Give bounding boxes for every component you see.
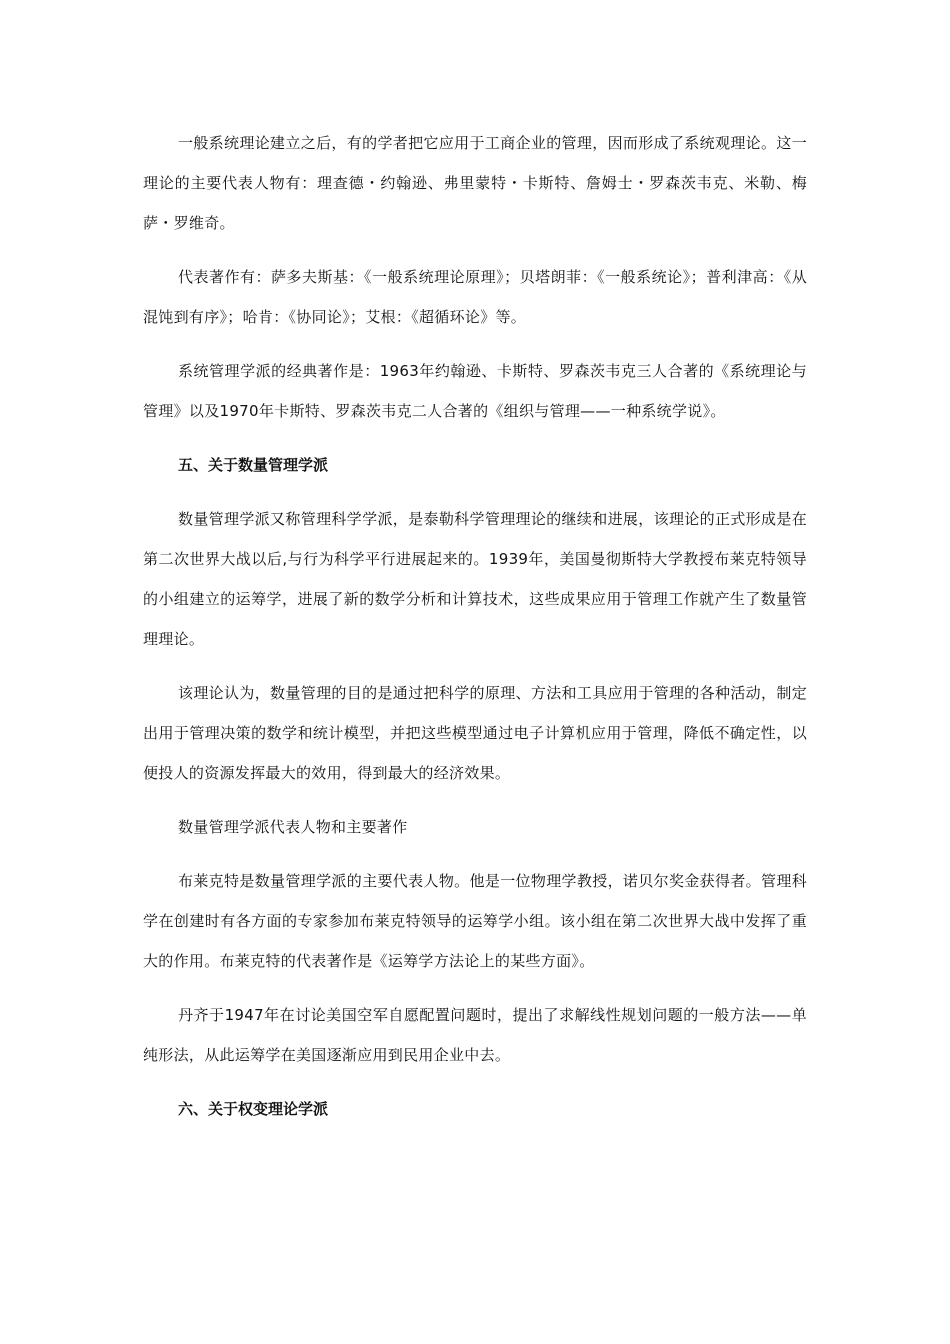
- paragraph-blackett: 布莱克特是数量管理学派的主要代表人物。他是一位物理学教授，诺贝尔奖金获得者。管理科学在创建时有各方面的专家参加布莱克特领导的运筹学小组。该小组在第二次世界大战中发挥了重大的作用。布莱克特的代表著作是《运筹学方法论上的某些方面》。: [143, 872, 807, 970]
- paragraph-systems-theory-origin: 一般系统理论建立之后，有的学者把它应用于工商企业的管理，因而形成了系统观理论。这一理论的主要代表人物有：理查德・约翰逊、弗里蒙特・卡斯特、詹姆士・罗森茨韦克、米勒、梅萨・罗维奇。: [143, 134, 807, 232]
- paragraph-dantzig: 丹齐于1947年在讨论美国空军自愿配置问题时，提出了求解线性规划问题的一般方法——单纯形法，从此运筹学在美国逐渐应用到民用企业中去。: [143, 1006, 807, 1064]
- paragraph-representatives-subheading: 数量管理学派代表人物和主要著作: [178, 818, 408, 836]
- section-heading-quantitative-school: 五、关于数量管理学派: [178, 456, 329, 474]
- document-body: [143, 123, 807, 1129]
- paragraph-quantitative-school-intro: 数量管理学派又称管理科学学派，是泰勒科学管理理论的继续和进展，该理论的正式形成是在第二次世界大战以后,与行为科学平行进展起来的。1939年，美国曼彻斯特大学教授布莱克特领导的小组建立的运筹学，进展了新的数学分析和计算技术，这些成果应用于管理工作就产生了数量管理理论。: [143, 510, 807, 648]
- paragraph-quantitative-school-purpose: 该理论认为，数量管理的目的是通过把科学的原理、方法和工具应用于管理的各种活动，制定出用于管理决策的数学和统计模型，并把这些模型通过电子计算机应用于管理，降低不确定性，以便投人的资源发挥最大的效用，得到最大的经济效果。: [143, 684, 807, 782]
- paragraph-classic-works: 系统管理学派的经典著作是：1963年约翰逊、卡斯特、罗森茨韦克三人合著的《系统理论与管理》以及1970年卡斯特、罗森茨韦克二人合著的《组织与管理——一种系统学说》。: [143, 362, 807, 420]
- section-heading-contingency-school: 六、关于权变理论学派: [178, 1100, 329, 1118]
- paragraph-representative-works: 代表著作有：萨多夫斯基：《一般系统理论原理》；贝塔朗菲：《一般系统论》；普利津高：《从混饨到有序》；哈肯：《协同论》；艾根：《超循环论》等。: [143, 268, 807, 326]
